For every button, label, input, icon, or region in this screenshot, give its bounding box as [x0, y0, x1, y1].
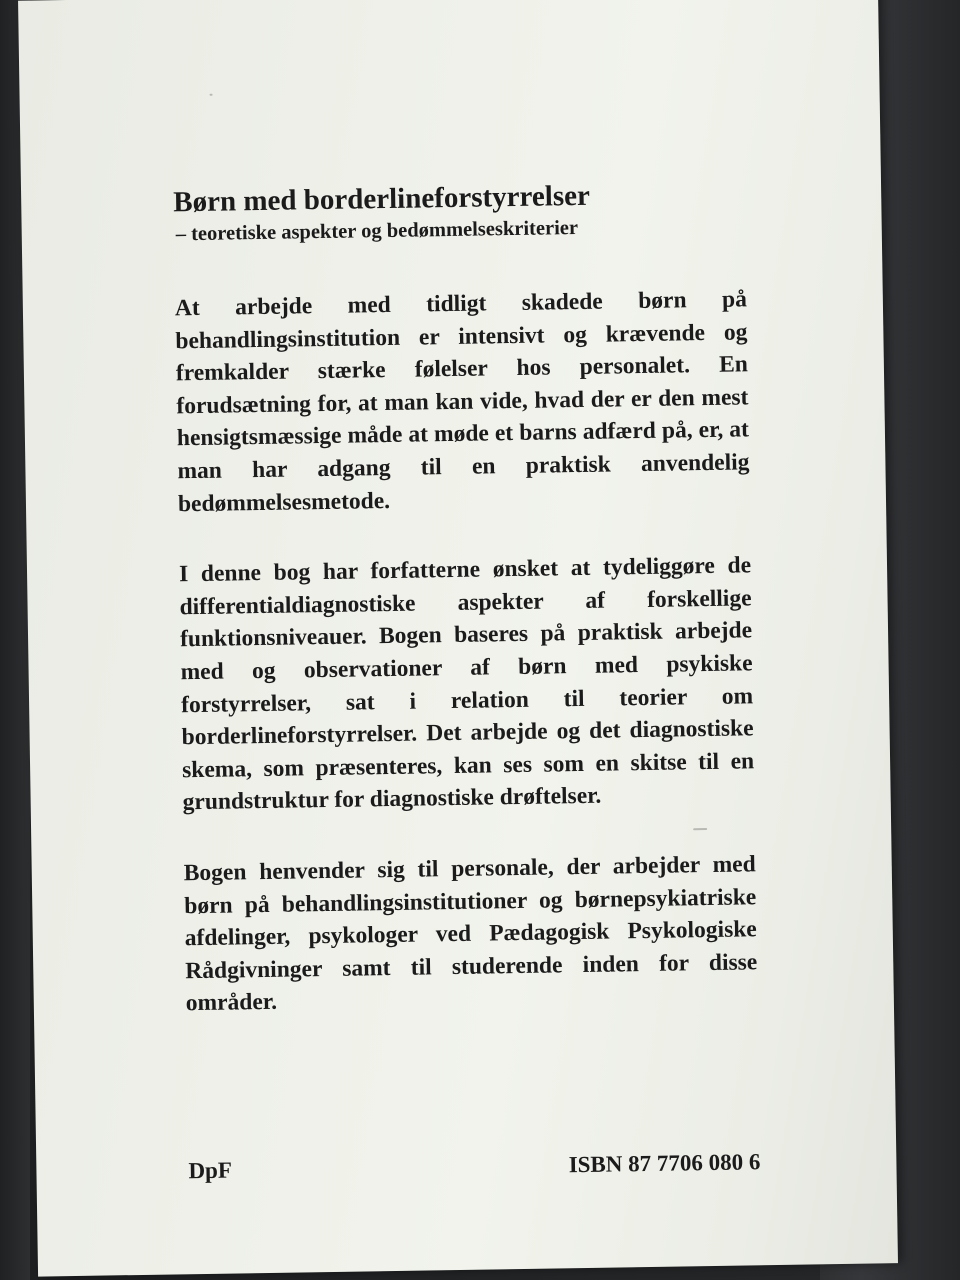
isbn-number: ISBN 87 7706 080 6: [568, 1149, 761, 1178]
blurb-paragraph-3: Bogen henvender sig til personale, der arbejder med børn på behandlingsinstitutioner og børnepsykiatriske afdelinger, psykologer ved Pædagogisk Psykologiske Rådgivninger samt til studerende inden for disse områder.: [183, 851, 758, 1017]
blurb-paragraph-1: At arbejde med tidligt skadede børn på behandlingsinstitution er intensivt og krævende og fremkalder stærke følelser hos personalet. En forudsætning for, at man kan vide, hvad der er den mest hensigtsmæssige måde at møde et barns adfærd på, er, at man har adgang til en praktisk anvendelig bedømmelsesmetode.: [174, 286, 750, 517]
publisher-mark: DpF: [188, 1157, 233, 1184]
cover-text-block: [173, 167, 758, 1020]
book-title: Børn med borderlineforstyrrelser: [172, 179, 591, 219]
blurb-paragraph-2: I denne bog har forfatterne ønsket at tydeliggøre de differentialdiagnostiske aspekter af forskellige funktionsniveauer. Bogen baseres på praktisk arbejde med og observationer af børn med psykiske forstyrrelser, sat i relation til teorier om borderlineforstyrrelser. Det arbejde og det diagnostiske skema, som præsenteres, kan ses som en skitse til en grundstruktur for diagnostiske drøftelser.: [178, 552, 755, 816]
cover-footer: [188, 1149, 760, 1184]
book-subtitle: – teoretiske aspekter og bedømmelseskriterier: [175, 216, 579, 246]
book-back-cover: [18, 0, 898, 1277]
paper-speck: [210, 94, 213, 96]
